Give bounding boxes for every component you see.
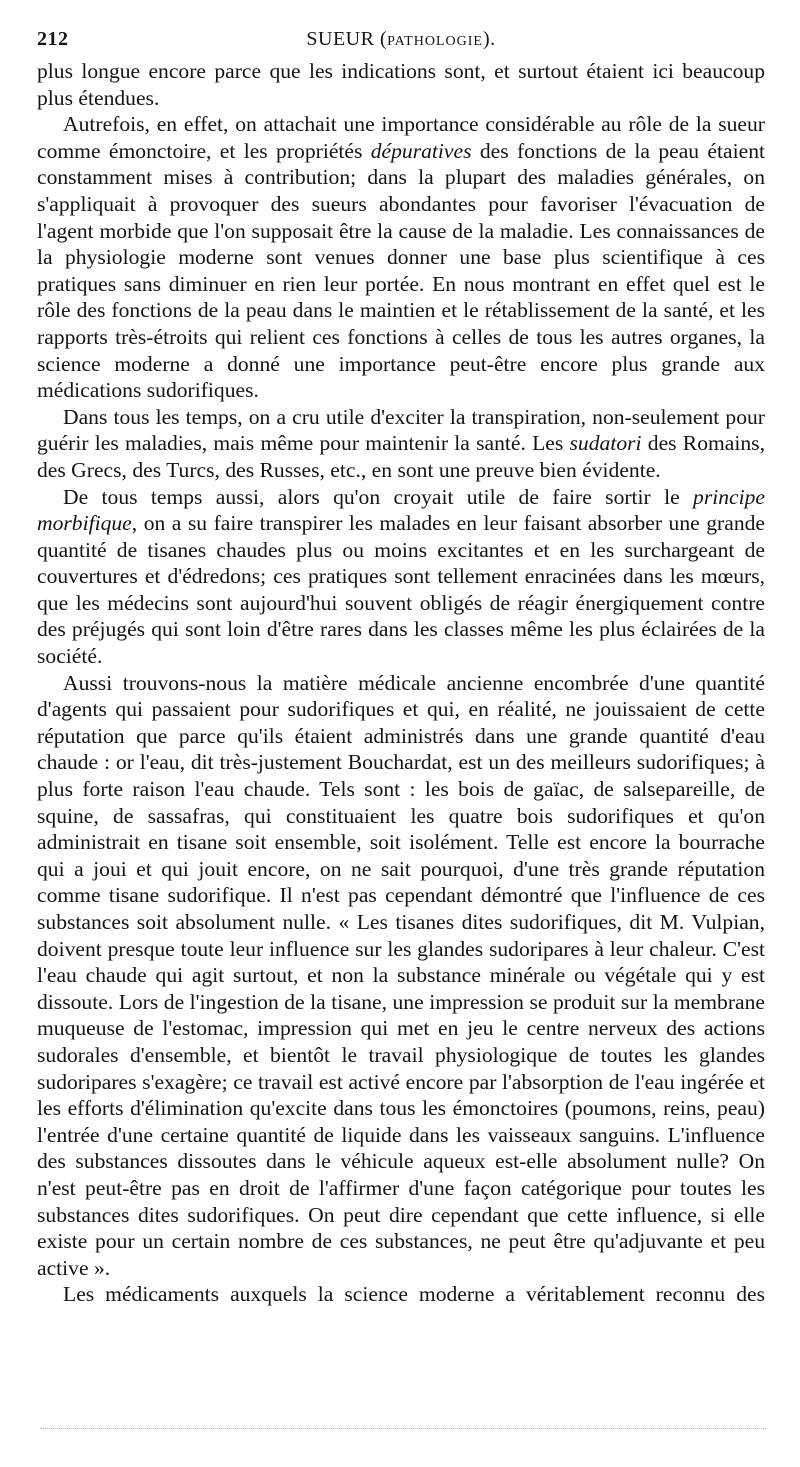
running-title: [37, 28, 765, 51]
paragraph-text: Dans tous les temps, on a cru utile d'exciter la transpiration, non-seulement pour guérir les maladies, mais même pour maintenir la santé. Les: [37, 404, 765, 456]
running-title-sub: PATHOLOGIE: [387, 34, 483, 49]
paragraph-principe-morbifique: [37, 484, 765, 670]
running-title-main: SUEUR: [306, 28, 375, 50]
paragraph-text: , on a su faire transpirer les malades en leur faisant absorber une grande quantité de tisanes chaudes plus ou moins excitantes et en les surchargeant de couvertures et d'édredons; ces pratiques sont tellement enracinées dans les mœurs, que les médecins sont aujourd'hui souvent obligés de réagir énergiquement contre des préjugés qui sont loin d'être rares dans les classes même les plus éclairées de la société.: [37, 511, 765, 669]
body-text: [37, 58, 765, 1308]
paragraph-text: des Romains, des Grecs, des Turcs, des Russes, etc., en sont une preuve bien évidente.: [37, 431, 765, 482]
paragraph-matiere-medicale: Aussi trouvons-nous la matière médicale ancienne encombrée d'une quantité d'agents qui passaient pour sudorifiques et qui, en réalité, ne jouissaient de cette réputation que parce qu'ils étaient administrés dans une grande quantité d'eau chaude : or l'eau, dit très-justement Bouchardat, est un des meilleurs sudorifiques; à plus forte raison l'eau chaude. Tels sont : les bois de gaïac, de salsepareille, de squine, de sassafras, qui constituaient les quatre bois sudorifiques et qu'on administrait en tisane soit ensemble, soit isolément. Telle est encore la bourrache qui a joui et qui jouit encore, on ne sait pourquoi, d'une très grande réputation comme tisane sudorifique. Il n'est pas cependant démontré que l'influence de ces substances soit absolument nulle. « Les tisanes dites sudorifiques, dit M. Vulpian, doivent presque toute leur influence sur les glandes sudoripares à leur chaleur. C'est l'eau chaude qui agit surtout, et non la substance minérale ou végétale qui y est dissoute. Lors de l'ingestion de la tisane, une impression se produit sur la membrane muqueuse de l'estomac, impression qui met en jeu le centre nerveux des actions sudorales d'ensemble, et bientôt le travail physiologique de toutes les glandes sudoripares s'exagère; ce travail est activé encore par l'absorption de l'eau ingérée et les efforts d'élimination qu'excite dans tous les émonctoires (poumons, reins, peau) l'entrée d'une certaine quantité de liquide dans les vaisseaux sanguins. L'influence des substances dissoutes dans le véhicule aqueux est-elle absolument nulle? On n'est peut-être pas en droit de l'affirmer d'une façon catégorique pour toutes les substances dites sudorifiques. On peut dire cependant que cette influence, si elle existe pour un certain nombre de ces substances, ne peut être qu'adjuvante et peu active ».: [37, 670, 765, 1280]
paragraph-continued: plus longue encore parce que les indications sont, et surtout étaient ici beaucoup plus étendues.: [37, 59, 765, 110]
paragraph-medicaments: Les médicaments auxquels la science moderne a véritablement reconnu des: [63, 1282, 765, 1307]
running-title-close: ).: [482, 28, 496, 50]
page: [37, 28, 765, 1308]
running-header: [37, 28, 765, 58]
paragraph-sudatori: [37, 404, 765, 484]
italic-term: dépuratives: [370, 138, 472, 163]
paragraph-text: De tous temps aussi, alors qu'on croyait utile de faire sortir le: [63, 484, 694, 509]
paragraph-text: Autrefois, en effet, on attachait une importance considérable au rôle de la sueur comme émonctoire, et les propriétés: [37, 112, 765, 163]
page-number: 212: [37, 28, 69, 50]
italic-term: principe morbifique: [37, 484, 765, 536]
running-title-open: (: [374, 28, 388, 50]
footer-rule: [40, 1428, 766, 1429]
paragraph-depuratives: [37, 111, 765, 404]
italic-term: sudatori: [569, 431, 642, 456]
paragraph-text: des fonctions de la peau étaient constamment mises à contribution; dans la plupart des maladies générales, on s'appliquait à provoquer des sueurs abondantes pour favoriser l'évacuation de l'agent morbide que l'on supposait être la cause de la maladie. Les connaissances de la physiologie moderne sont venues donner une base plus scientifique à ces pratiques sans diminuer en rien leur portée. En nous montrant en effet quel est le rôle des fonctions de la peau dans le maintien et le rétablissement de la santé, et les rapports très-étroits qui relient ces fonctions à celles de tous les autres organes, la science moderne a donné une importance peut-être encore plus grande aux médications sudorifiques.: [37, 138, 765, 403]
